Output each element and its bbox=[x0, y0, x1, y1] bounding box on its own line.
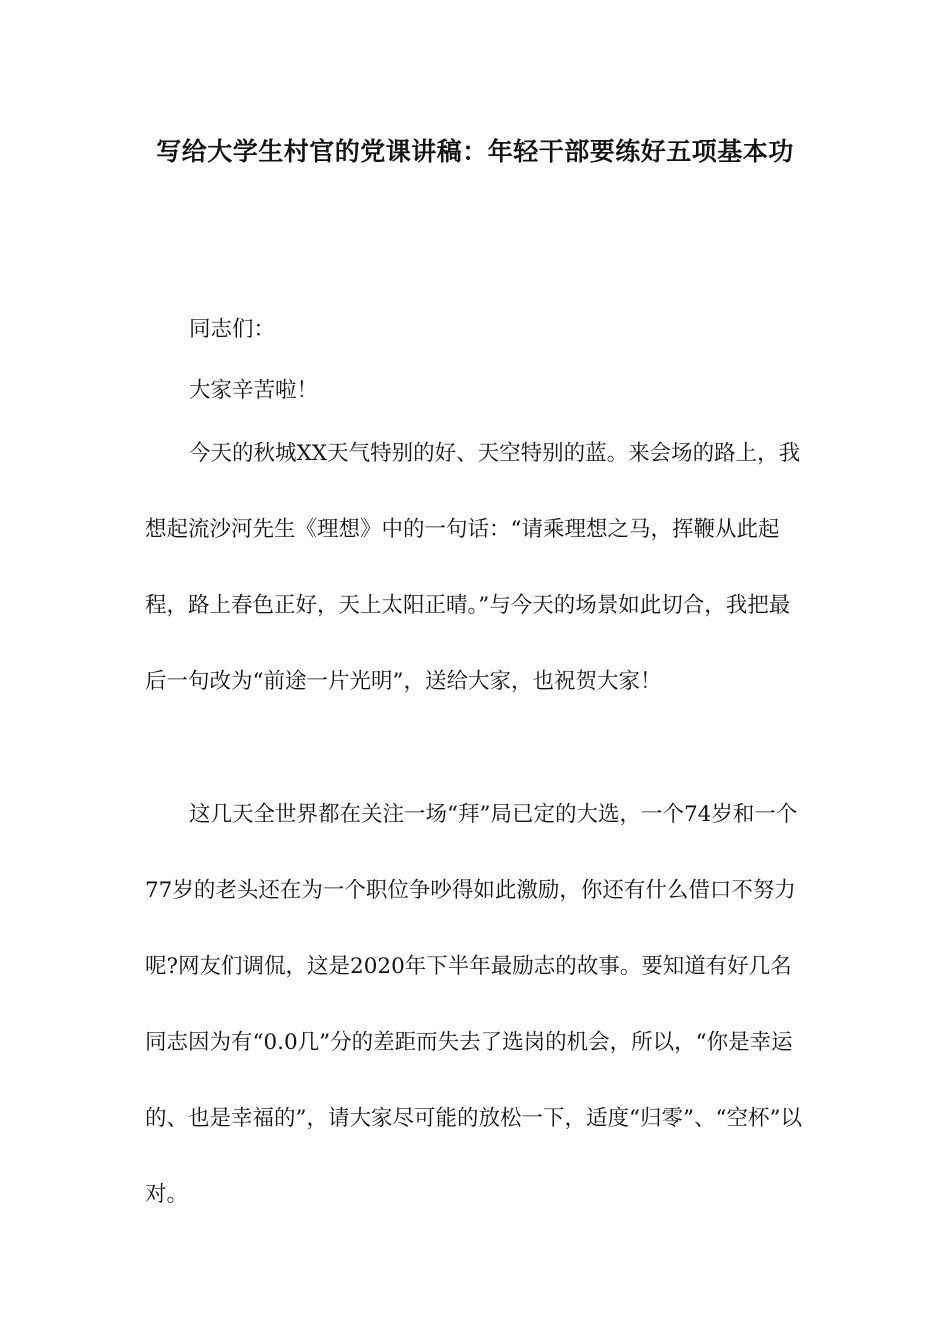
greeting: 大家辛苦啦！ bbox=[189, 378, 319, 403]
body-paragraph: 这几天全世界都在关注一场“拜”局已定的大选，一个74岁和一个77岁的老头还在为一个职位争吵得如此激励，你还有什么借口不努力呢?网友们调侃，这是2020年下半年最励志的故事。要知道有好几名同志因为有“0.0几”分的差距而失去了选岗的机会，所以，“你是幸运的、也是幸福的”，请大家尽可能的放松一下，适度“归零”、“空杯”以对。 bbox=[145, 802, 802, 1207]
salutation: 同志们： bbox=[189, 317, 276, 342]
document-title: 写给大学生村官的党课讲稿：年轻干部要练好五项基本功 bbox=[156, 137, 794, 166]
body-paragraph: 今天的秋城XX天气特别的好、天空特别的蓝。来会场的路上，我想起流沙河先生《理想》中的一句话：“请乘理想之马，挥鞭从此起程，路上春色正好，天上太阳正晴。”与今天的场景如此切合，我把最后一句改为“前途一片光明”，送给大家，也祝贺大家！ bbox=[145, 441, 801, 694]
